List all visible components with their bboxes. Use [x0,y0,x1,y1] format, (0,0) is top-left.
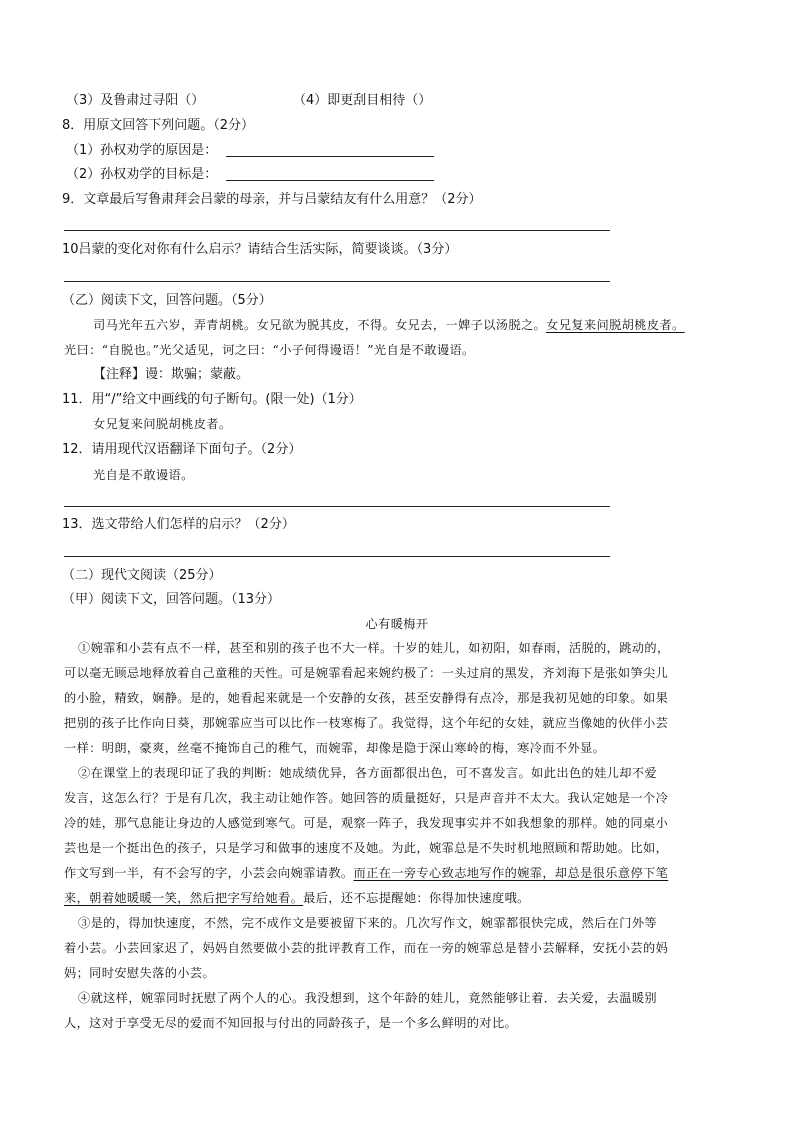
section-b-passage-line-2: 光曰：“自脱也。”光父适见，诃之曰：“小子何得谩语！”光自是不敢谩语。 [64,343,475,357]
article-p1-line-3: 的小脸，精致，娴静。是的，她看起来就是一个安静的女孩，甚至安静得有点冷，那是我初见她的印象。如果 [64,691,669,705]
article-p3-line-3: 妈；同时安慰失落的小芸。 [64,966,216,980]
article-p1-line-5: 一样：明朗，豪爽，丝毫不掩饰自己的稚气，而婉霏，却像是隐于深山寒岭的梅，寒冷而不外显。 [64,741,606,755]
section-b-passage-line-1 [93,315,685,335]
q13-answer-line[interactable] [64,556,610,557]
q9-answer-line[interactable] [64,230,610,231]
passage-line-1-text: 司马光年五六岁，弄青胡桃。女兄欲为脱其皮，不得。女兄去，一婢子以汤脱之。 [93,318,547,332]
article-p2-line-3: 冷的娃，那气息能让身边的人感觉到寒气。可是，观察一阵子，我发现事实并不如我想象的那样。她的同桌小 [64,816,669,830]
part2-heading: （二）现代文阅读（25分） [62,568,222,583]
article-p2-line-5 [64,863,668,883]
q11-sentence: 女兄复来问脱胡桃皮者。 [93,417,232,431]
section-b-note: 【注释】谩：欺骗；蒙蔽。 [93,367,250,382]
article-p2-line-1: ②在课堂上的表现印证了我的判断：她成绩优异，各方面都很出色，可不喜发言。如此出色的娃儿却不爱 [78,766,658,780]
article-p1-line-4: 把别的孩子比作向日葵，那婉霏应当可以比作一枝寒梅了。我觉得，这个年纪的女娃，就应当像她的伙伴小芸 [64,716,669,730]
article-title: 心有暖梅开 [365,617,429,631]
article-underlined-sentence-a: 而正在一旁专心致志地写作的婉霏，却总是很乐意停下笔 [353,866,669,880]
q10-stem: 10吕蒙的变化对你有什么启示？请结合生活实际，简要谈谈。（3分） [62,242,458,257]
q13-stem: 13．选文带给人们怎样的启示？（2分） [62,517,295,532]
section-b-heading: （乙）阅读下文，回答问题。（5分） [62,293,272,308]
article-underlined-sentence-b: 来，朝着她暖暖一笑，然后把字写给她看。 [64,891,304,905]
article-p1-line-2: 可以毫无顾忌地释放着自己童稚的天性。可是婉霏看起来婉约极了：一头过肩的黑发，齐刘海下是张如笋尖儿 [64,666,669,680]
q7-item-3: （3）及鲁肃过寻阳（） [66,93,205,108]
q11-stem: 11．用“/”给文中画线的句子断句。(限一处)（1分） [62,392,362,407]
article-p2-line-6-tail: 最后，还不忘提醒她：你得加快速度哦。 [303,891,530,905]
part2-subheading: （甲）阅读下文，回答问题。（13分） [62,592,281,607]
q8-answer-line-1[interactable] [226,156,434,157]
article-p4-line-2: 人，这对于享受无尽的爱而不知回报与付出的同龄孩子，是一个多么鲜明的对比。 [64,1016,518,1030]
q8-answer-line-2[interactable] [226,180,434,181]
article-p2-line-6 [64,888,530,908]
q12-answer-line[interactable] [64,506,610,507]
q7-item-4: （4）即更刮目相待（） [293,93,432,108]
article-p3-line-1: ③是的，得加快速度，不然，完不成作文是要被留下来的。几次写作文，婉霏都很快完成，然后在门外等 [78,916,658,930]
q12-stem: 12．请用现代汉语翻译下面句子。（2分） [62,442,302,457]
q10-answer-line[interactable] [64,281,610,282]
article-p2-line-2: 发言，这怎么行？于是有几次，我主动让她作答。她回答的质量挺好，只是声音并不太大。我认定她是一个冷 [64,791,669,805]
article-p3-line-2: 着小芸。小芸回家迟了，妈妈自然要做小芸的批评教育工作，而在一旁的婉霏总是替小芸解释，安抚小芸的妈 [64,941,669,955]
article-p4-line-1: ④就这样，婉霏同时抚慰了两个人的心。我没想到，这个年龄的娃儿，竟然能够让着．去关爱，去温暖别 [78,991,658,1005]
q8-sub1: （1）孙权劝学的原因是： [66,143,218,158]
article-p2-line-4: 芸也是一个挺出色的孩子，只是学习和做事的速度不及她。为此，婉霏总是不失时机地照顾和帮助她。比如， [64,841,669,855]
q9-stem: 9．文章最后写鲁肃拜会吕蒙的母亲，并与吕蒙结友有什么用意？（2分） [62,192,482,207]
article-p1-line-1: ①婉霏和小芸有点不一样，甚至和别的孩子也不大一样。十岁的娃儿，如初阳，如春雨，活脱的，跳动的， [78,641,670,655]
passage-underlined-sentence: 女兄复来问脱胡桃皮者。 [546,318,685,332]
q8-sub2: （2）孙权劝学的目标是： [66,167,218,182]
article-p2-line-5-text: 作文写到一半，有不会写的字，小芸会向婉霏请教。 [64,866,354,880]
q12-sentence: 光自是不敢谩语。 [93,468,194,482]
q8-stem: 8．用原文回答下列问题。（2分） [62,118,255,133]
